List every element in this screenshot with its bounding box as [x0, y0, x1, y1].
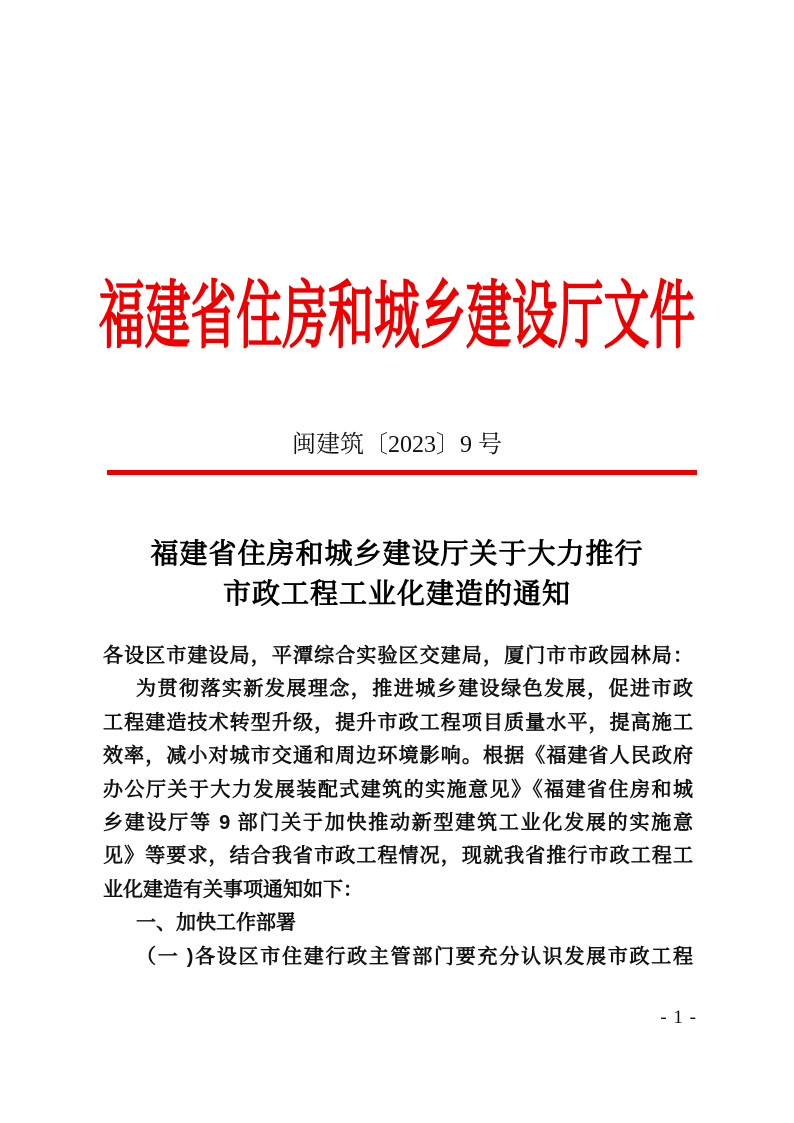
body-line: 见》等要求，结合我省市政工程情况，现就我省推行市政工程工 — [103, 845, 693, 868]
letterhead-title: 福建省住房和城乡建设厅文件 — [98, 274, 696, 357]
subject-line-2: 市政工程工业化建造的通知 — [222, 578, 571, 609]
subject-line-1: 福建省住房和城乡建设厅关于大力推行 — [150, 538, 644, 569]
body-line: 办公厅关于大力发展装配式建筑的实施意见》《福建省住房和城 — [103, 778, 693, 801]
body-line: 工程建造技术转型升级，提升市政工程项目质量水平，提高施工 — [103, 711, 693, 734]
body-line: 效率，减小对城市交通和周边环境影响。根据《福建省人民政府 — [103, 745, 693, 768]
body-line: （一 )各设区市住建行政主管部门要充分认识发展市政工程 — [136, 945, 693, 968]
document-body — [103, 640, 693, 974]
red-divider-line — [107, 470, 697, 475]
salutation-line: 各设区市建设局，平潭综合实验区交建局，厦门市市政园林局： — [103, 645, 693, 667]
body-line: 业化建造有关事项通知如下： — [103, 878, 363, 901]
body-line: 乡建设厅等 9 部门关于加快推动新型建筑工业化发展的实施意 — [103, 812, 693, 835]
doc-number: 闽建筑〔2023〕9 号 — [292, 432, 502, 458]
page-number: - 1 - — [660, 1007, 697, 1028]
letterhead — [0, 274, 794, 358]
section-heading-1: 一、加快工作部署 — [136, 912, 296, 935]
subject-title — [0, 534, 794, 614]
body-line: 为贯彻落实新发展理念，推进城乡建设绿色发展，促进市政 — [136, 678, 693, 701]
